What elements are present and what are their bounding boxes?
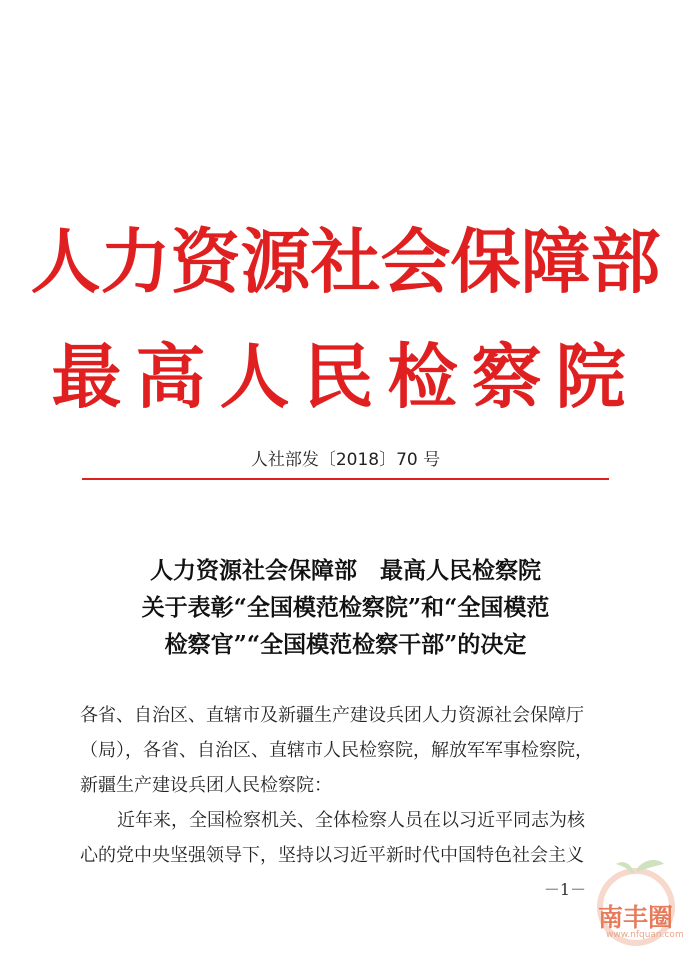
watermark-url: www.nfquan.com bbox=[606, 930, 684, 940]
issuer-name-line2: 最高人民检察院 bbox=[51, 335, 640, 418]
body-text-line: 近年来，全国检察机关、全体检察人员在以习近平同志为核 bbox=[117, 810, 585, 831]
issuer-name-line1: 人力资源社会保障部 bbox=[30, 220, 661, 303]
document-number: 人社部发〔2018〕70 号 bbox=[250, 450, 441, 470]
watermark-text: 南丰圈 bbox=[598, 903, 674, 932]
page-number: －1－ bbox=[543, 880, 587, 899]
document-title-line1: 人力资源社会保障部 最高人民检察院 bbox=[150, 557, 541, 584]
body-text-line: （局），各省、自治区、直辖市人民检察院，解放军军事检察院， bbox=[80, 740, 593, 761]
body-text-line: 新疆生产建设兵团人民检察院： bbox=[80, 775, 332, 796]
red-divider-line bbox=[82, 478, 609, 480]
document-title-line2: 关于表彰“全国模范检察院”和“全国模范 bbox=[141, 594, 550, 621]
body-text-line: 心的党中央坚强领导下，坚持以习近平新时代中国特色社会主义 bbox=[80, 845, 584, 866]
body-text-line: 各省、自治区、直辖市及新疆生产建设兵团人力资源社会保障厅 bbox=[80, 705, 584, 726]
document-title-line3: 检察官”“全国模范检察干部”的决定 bbox=[164, 631, 527, 658]
